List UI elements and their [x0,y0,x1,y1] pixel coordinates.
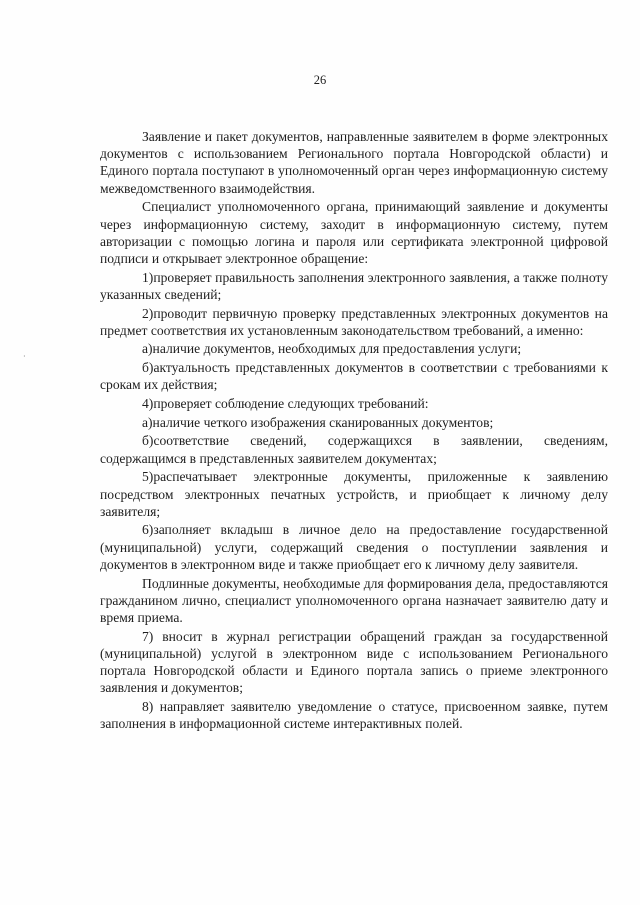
paragraph-item-4a: а)наличие четкого изображения сканированных документов; [142,414,494,430]
scan-speck: · [23,352,26,361]
paragraph-item-2b: б)актуальность представленных документов в соответствии с требованиями к срокам их действия; [100,360,608,393]
paragraph-item-1: 1)проверяет правильность заполнения электронного заявления, а также полноту указанных сведений; [100,269,608,302]
paragraph-item-2: 2)проводит первичную проверку представленных электронных документов на предмет соответствия их установленным законодательством требований, а именно: [100,305,608,338]
paragraph-item-5: 5)распечатывает электронные документы, приложенные к заявлению посредством электронных печатных устройств, и приобщает к личному делу заявителя; [100,469,608,519]
paragraph-originals: Подлинные документы, необходимые для формирования дела, предоставляются гражданином лично, специалист уполномоченного органа назначает заявителю дату и время приема. [100,575,608,625]
paragraph-item-2a: а)наличие документов, необходимых для предоставления услуги; [142,341,522,357]
paragraph-item-4: 4)проверяет соблюдение следующих требований: [142,396,429,412]
paragraph-item-6: 6)заполняет вкладыш в личное дело на предоставление государственной (муниципальной) услуги, содержащий сведения о поступлении заявления и документов в электронном виде и также приобщает его к личному делу заявителя. [100,522,608,572]
paragraph-item-8: 8) направляет заявителю уведомление о статусе, присвоенном заявке, путем заполнения в информационной системе интерактивных полей. [100,699,608,732]
paragraph-item-4b: б)соответствие сведений, содержащихся в заявлении, сведениям, содержащимся в представленных заявителем документах; [100,433,608,466]
page-number: 26 [313,73,327,87]
paragraph-specialist: Специалист уполномоченного органа, принимающий заявление и документы через информационную систему, заходит в информационную систему, путем авторизации с помощью логина и пароля или сертификата электронной цифровой подписи и открывает электронное обращение: [100,199,608,266]
document-body [100,128,608,732]
paragraph-item-7: 7) вносит в журнал регистрации обращений граждан за государственной (муниципальной) услугой в электронном виде с использованием Регионального портала Новгородской области и Единого портала запись о приеме электронного заявления и документов; [100,628,608,696]
paragraph-intro: Заявление и пакет документов, направленные заявителем в форме электронных документов с использованием Регионального портала Новгородской области) и Единого портала поступают в уполномоченный орган через информационную систему межведомственного взаимодействия. [100,129,608,196]
